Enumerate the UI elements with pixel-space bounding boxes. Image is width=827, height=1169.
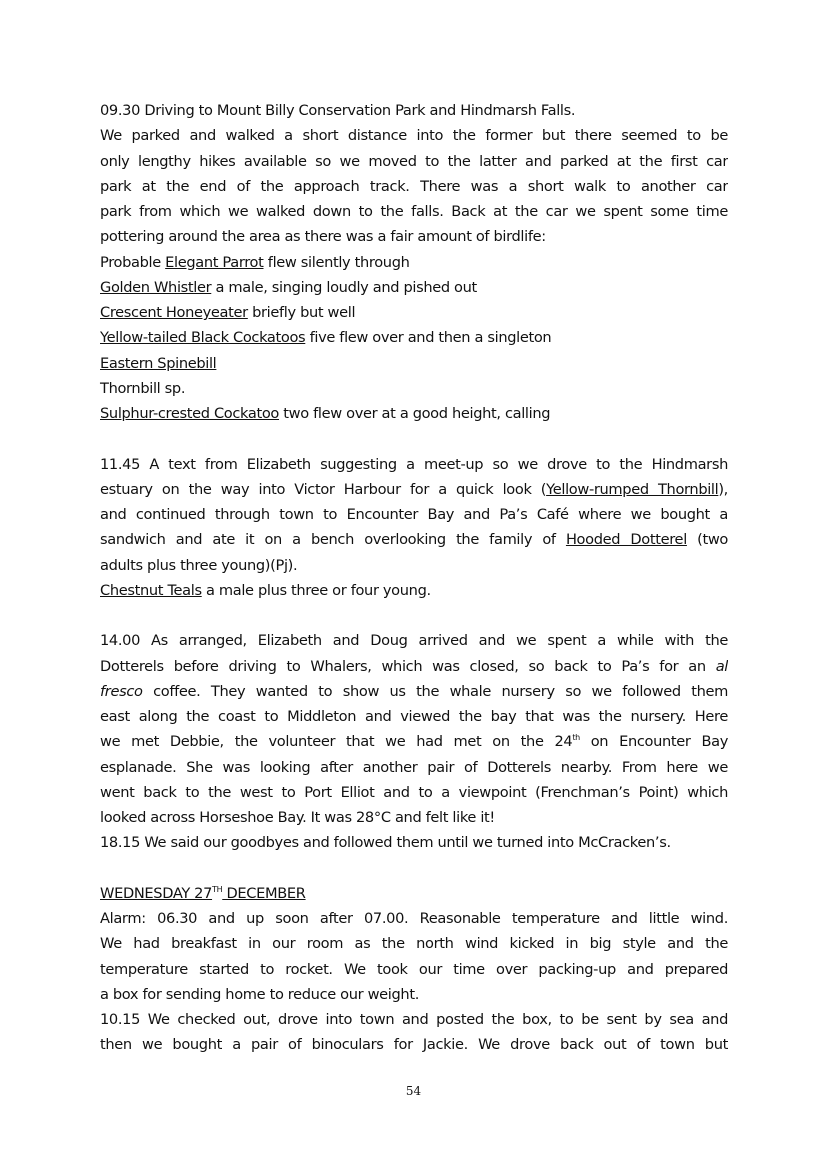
text-line <box>100 628 728 653</box>
species-name: Chestnut Teals <box>100 581 202 599</box>
text-segment: esplanade. She was looking after another pair of Dotterels nearby. From here we <box>100 758 728 776</box>
text-segment: 10.15 We checked out, drove into town and posted the box, to be sent by sea and <box>100 1011 728 1028</box>
text-segment: briefly but well <box>247 304 356 321</box>
text-line <box>100 906 728 931</box>
text-segment: adults plus three young)(Pj). <box>100 556 298 574</box>
text-line <box>100 780 728 805</box>
text-line <box>100 275 728 300</box>
text-line <box>100 224 728 249</box>
text-line <box>100 351 728 376</box>
italic-text: fresco <box>100 682 143 700</box>
text-segment: a male plus three or four young. <box>201 581 431 599</box>
species-name: Golden Whistler <box>100 278 212 296</box>
species-name: Eastern Spinebill <box>100 354 217 372</box>
text-segment: ), <box>718 480 728 498</box>
text-segment: on Encounter Bay <box>579 733 728 751</box>
text-segment: only lengthy hikes available so we moved to the latter and parked at the first car <box>100 152 728 170</box>
text-segment: five flew over and then a singleton <box>305 329 552 347</box>
text-line <box>100 578 728 603</box>
text-line <box>100 553 728 578</box>
text-line <box>100 830 728 855</box>
text-segment: We parked and walked a short distance into the former but there seemed to be <box>100 127 728 145</box>
page-number: 54 <box>405 1084 422 1098</box>
text-line <box>100 452 728 477</box>
text-line <box>100 805 728 830</box>
text-segment: then we bought a pair of binoculars for Jackie. We drove back out of town but <box>100 1036 728 1054</box>
text-line <box>100 881 728 906</box>
text-segment: we met Debbie, the volunteer that we had met on the 24 <box>100 733 573 751</box>
blank-line <box>100 426 728 451</box>
text-segment: 14.00 As arranged, Elizabeth and Doug arrived and we spent a while with the <box>100 632 728 650</box>
text-segment: 09.30 Driving to Mount Billy Conservation Park and Hindmarsh Falls. <box>100 102 576 119</box>
document-body <box>100 98 728 1058</box>
text-segment: 11.45 A text from Elizabeth suggesting a meet-up so we drove to the Hindmarsh <box>100 455 728 473</box>
text-line <box>100 325 728 350</box>
text-segment: a male, singing loudly and pished out <box>211 278 477 296</box>
text-segment: park from which we walked down to the falls. Back at the car we spent some time <box>100 203 728 220</box>
text-line <box>100 1032 728 1057</box>
text-line <box>100 149 728 174</box>
species-name: Crescent Honeyeater <box>100 304 248 321</box>
species-name: WEDNESDAY 27 <box>100 884 213 902</box>
text-line <box>100 376 728 401</box>
text-line <box>100 729 728 754</box>
text-segment: flew silently through <box>263 253 410 271</box>
text-line <box>100 477 728 502</box>
text-line <box>100 300 728 325</box>
text-segment: sandwich and ate it on a bench overlooking the family of <box>100 531 566 549</box>
text-line <box>100 982 728 1007</box>
text-line <box>100 755 728 780</box>
blank-line <box>100 603 728 628</box>
text-segment: two flew over at a good height, calling <box>279 405 551 422</box>
text-line <box>100 174 728 199</box>
text-segment: park at the end of the approach track. There was a short walk to another car <box>100 177 728 195</box>
species-name: Sulphur-crested Cockatoo <box>100 405 280 422</box>
text-line <box>100 704 728 729</box>
superscript: TH <box>212 884 223 894</box>
text-segment: Probable <box>100 253 166 271</box>
text-line <box>100 957 728 982</box>
text-line <box>100 931 728 956</box>
text-segment: 18.15 We said our goodbyes and followed them until we turned into McCracken’s. <box>100 834 671 852</box>
text-line <box>100 527 728 552</box>
blank-line <box>100 856 728 881</box>
text-line <box>100 199 728 224</box>
species-name: Elegant Parrot <box>165 253 264 271</box>
text-line <box>100 1007 728 1032</box>
text-segment: pottering around the area as there was a fair amount of birdlife: <box>100 228 546 246</box>
species-name: Yellow-rumped Thornbill <box>546 480 719 498</box>
text-segment: looked across Horseshoe Bay. It was 28°C and felt like it! <box>100 809 495 826</box>
text-line <box>100 401 728 426</box>
text-segment: Alarm: 06.30 and up soon after 07.00. Reasonable temperature and little wind. <box>100 910 728 927</box>
italic-text: al <box>715 657 728 675</box>
text-segment: We had breakfast in our room as the north wind kicked in big style and the <box>100 935 728 953</box>
text-segment: east along the coast to Middleton and viewed the bay that was the nursery. Here <box>100 708 728 725</box>
text-segment: temperature started to rocket. We took our time over packing-up and prepared <box>100 960 728 978</box>
text-segment: (two <box>686 531 728 549</box>
text-segment: and continued through town to Encounter Bay and Pa’s Café where we bought a <box>100 506 728 523</box>
text-segment: went back to the west to Port Elliot and to a viewpoint (Frenchman’s Point) which <box>100 783 728 801</box>
text-segment: estuary on the way into Victor Harbour for a quick look ( <box>100 480 547 498</box>
species-name: DECEMBER <box>222 884 306 902</box>
species-name: Yellow-tailed Black Cockatoos <box>100 329 306 347</box>
text-line <box>100 98 728 123</box>
text-line <box>100 123 728 148</box>
text-segment: Thornbill sp. <box>100 379 186 397</box>
superscript: th <box>572 733 580 743</box>
text-segment: a box for sending home to reduce our weight. <box>100 985 419 1003</box>
species-name: Hooded Dotterel <box>565 531 687 549</box>
text-line <box>100 679 728 704</box>
text-line <box>100 654 728 679</box>
text-line <box>100 502 728 527</box>
text-segment: coffee. They wanted to show us the whale nursery so we followed them <box>142 682 728 700</box>
text-line <box>100 250 728 275</box>
text-segment: Dotterels before driving to Whalers, which was closed, so back to Pa’s for an <box>100 657 716 675</box>
